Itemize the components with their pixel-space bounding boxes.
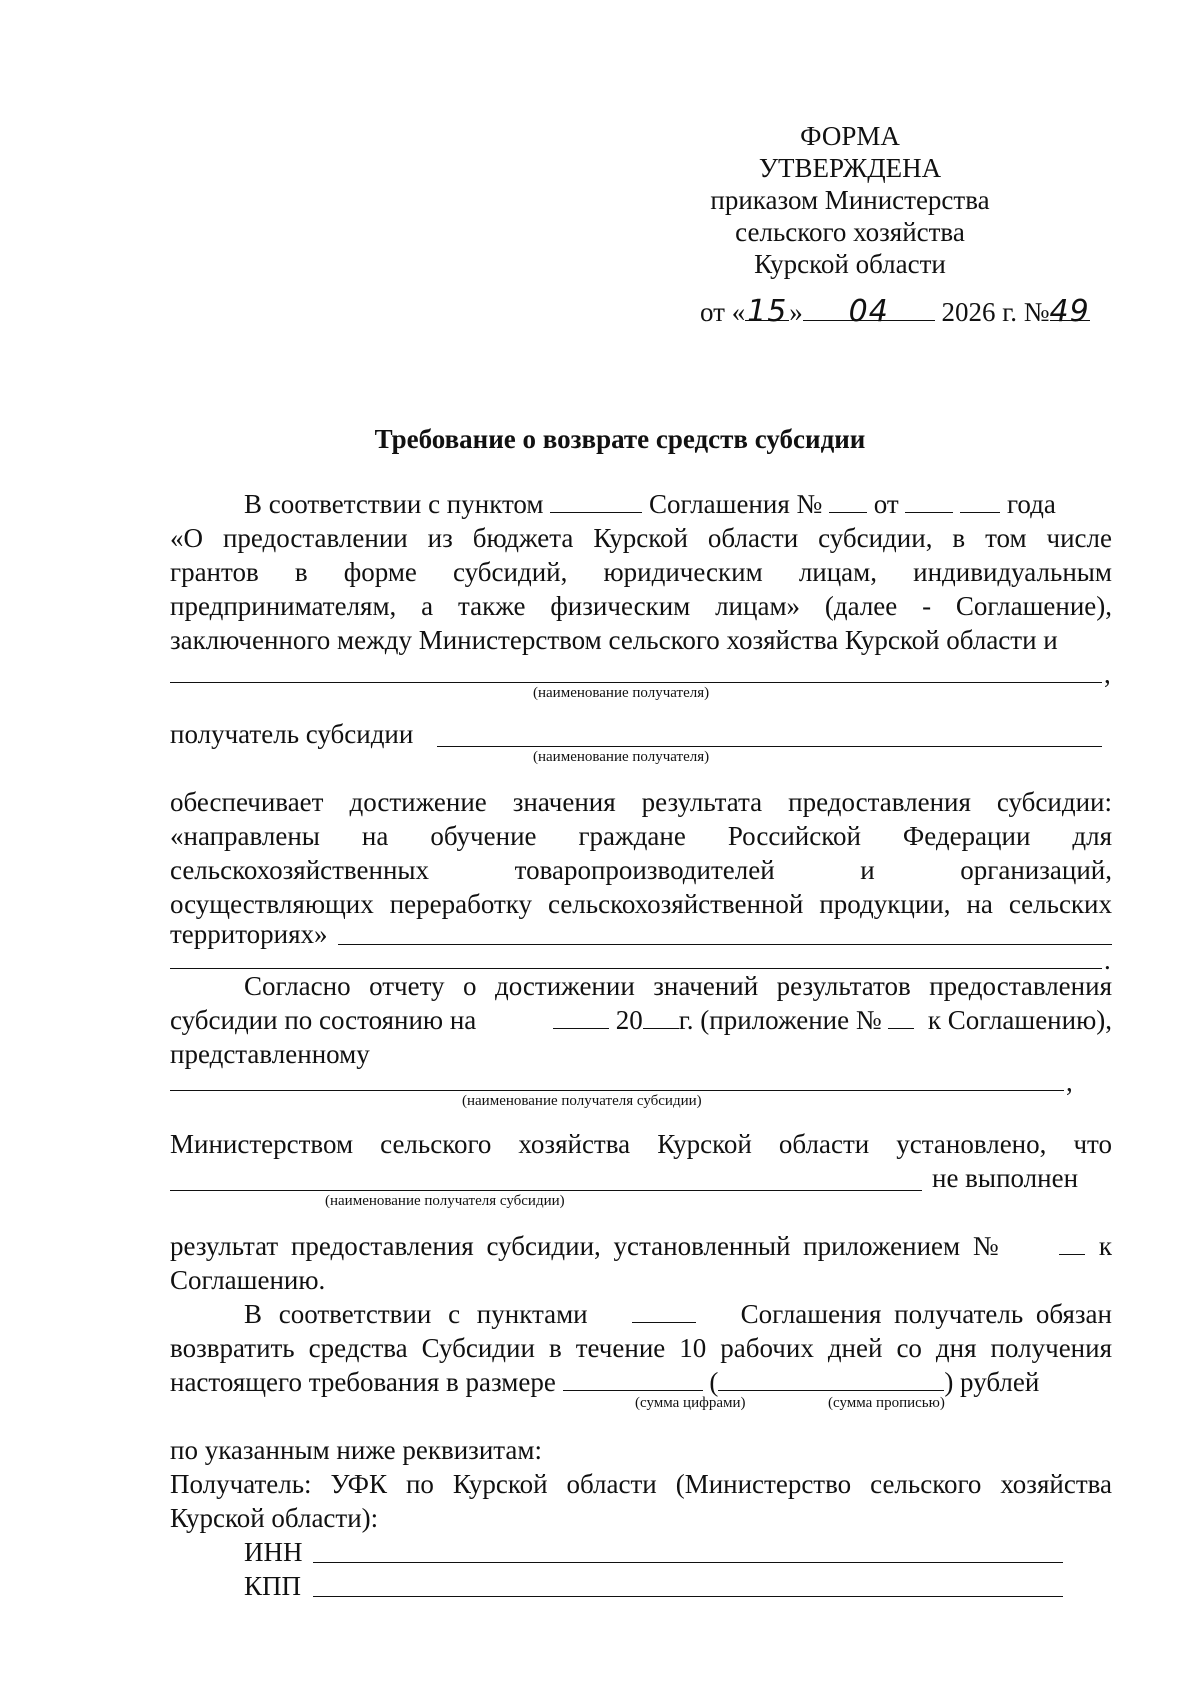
- sum-digits-caption: (сумма цифрами): [635, 1395, 746, 1411]
- p1-line5: заключенного между Министерством сельского хозяйства Курской области и: [170, 625, 1058, 655]
- p5-line4: Соглашению.: [170, 1265, 326, 1295]
- p3-blank-line-2: [170, 968, 1102, 969]
- p7-line3: Курской области):: [170, 1503, 379, 1533]
- p4-comma: ,: [1066, 1067, 1073, 1097]
- p5-not-done: не выполнен: [932, 1163, 1079, 1193]
- recipient-name-caption-1: (наименование получателя): [533, 685, 710, 701]
- p3-dot: .: [1104, 945, 1111, 975]
- p3-line2: «направлены на обучение граждане Российской Федерации для: [170, 821, 1112, 851]
- approval-block: [640, 120, 1060, 280]
- p7-line1: по указанным ниже реквизитам:: [170, 1435, 542, 1465]
- sum-words-caption: (сумма прописью): [828, 1395, 945, 1411]
- p1-comma: ,: [1104, 659, 1111, 689]
- approval-line-form: ФОРМА: [800, 121, 900, 151]
- p4-line3: представленному: [170, 1039, 370, 1069]
- date-mid: »: [789, 297, 803, 327]
- approval-date-line: [700, 296, 1090, 328]
- date-year: 2026 г. №: [941, 297, 1050, 327]
- approval-line-ministry: сельского хозяйства: [735, 217, 965, 247]
- kpp-label: КПП: [244, 1571, 302, 1601]
- p3-line3: сельскохозяйственных товаропроизводителей и организаций,: [170, 855, 1112, 885]
- recipient-name-caption-2: (наименование получателя): [533, 749, 710, 765]
- date-prefix: от «: [700, 297, 746, 327]
- document-title: Требование о возврате средств субсидии: [374, 424, 866, 454]
- submitter-name-caption: (наименование получателя субсидии): [462, 1093, 702, 1109]
- approval-line-region: Курской области: [754, 249, 946, 279]
- recipient-name-line-3: [170, 1190, 922, 1191]
- p6-line2: возвратить средства Субсидии в течение 10 рабочих дней со дня получения: [170, 1333, 1112, 1363]
- p3-line4: осуществляющих переработку сельскохозяйственной продукции, на сельских: [170, 889, 1112, 919]
- p6-line1: В соответствии с пунктами Соглашения получатель обязан: [244, 1299, 1112, 1329]
- recipient-name-line-2: [437, 746, 1102, 747]
- p7-line2: Получатель: УФК по Курской области (Министерство сельского хозяйства: [170, 1469, 1112, 1499]
- recipient-name-line-1: [170, 682, 1102, 683]
- p4-line2: субсидии по состоянию на 20 г. (приложение № к Соглашению),: [170, 1005, 1112, 1035]
- p5-line1: Министерством сельского хозяйства Курской области установлено, что: [170, 1129, 1112, 1159]
- submitter-name-line: [170, 1090, 1064, 1091]
- p5-line3: результат предоставления субсидии, установленный приложением № к: [170, 1231, 1112, 1261]
- date-month-handwritten: 04: [848, 294, 889, 329]
- approval-line-order: приказом Министерства: [710, 185, 990, 215]
- kpp-line: [313, 1596, 1063, 1597]
- p1-line4: предпринимателям, а также физическим лицам» (далее - Соглашение),: [170, 591, 1112, 621]
- date-day-handwritten: 15: [747, 294, 788, 329]
- p3-blank-line-1: [338, 944, 1112, 945]
- recipient-name-caption-3: (наименование получателя субсидии): [325, 1193, 565, 1209]
- p1-line2: «О предоставлении из бюджета Курской области субсидии, в том числе: [170, 523, 1112, 553]
- p3-line5: территориях»: [170, 919, 328, 949]
- p6-line3: настоящего требования в размере ( ) рублей: [170, 1367, 1040, 1397]
- p3-line1: обеспечивает достижение значения результата предоставления субсидии:: [170, 787, 1112, 817]
- p1-line3: грантов в форме субсидий, юридическим лицам, индивидуальным: [170, 557, 1112, 587]
- p4-line1: Согласно отчету о достижении значений результатов предоставления: [244, 971, 1112, 1001]
- p1-line1: В соответствии с пунктом Соглашения № от года: [244, 489, 1056, 519]
- inn-label: ИНН: [244, 1537, 303, 1567]
- inn-line: [313, 1562, 1063, 1563]
- approval-line-approved: УТВЕРЖДЕНА: [758, 153, 942, 183]
- order-number-handwritten: 49: [1049, 294, 1090, 329]
- p2-label: получатель субсидии: [170, 719, 414, 749]
